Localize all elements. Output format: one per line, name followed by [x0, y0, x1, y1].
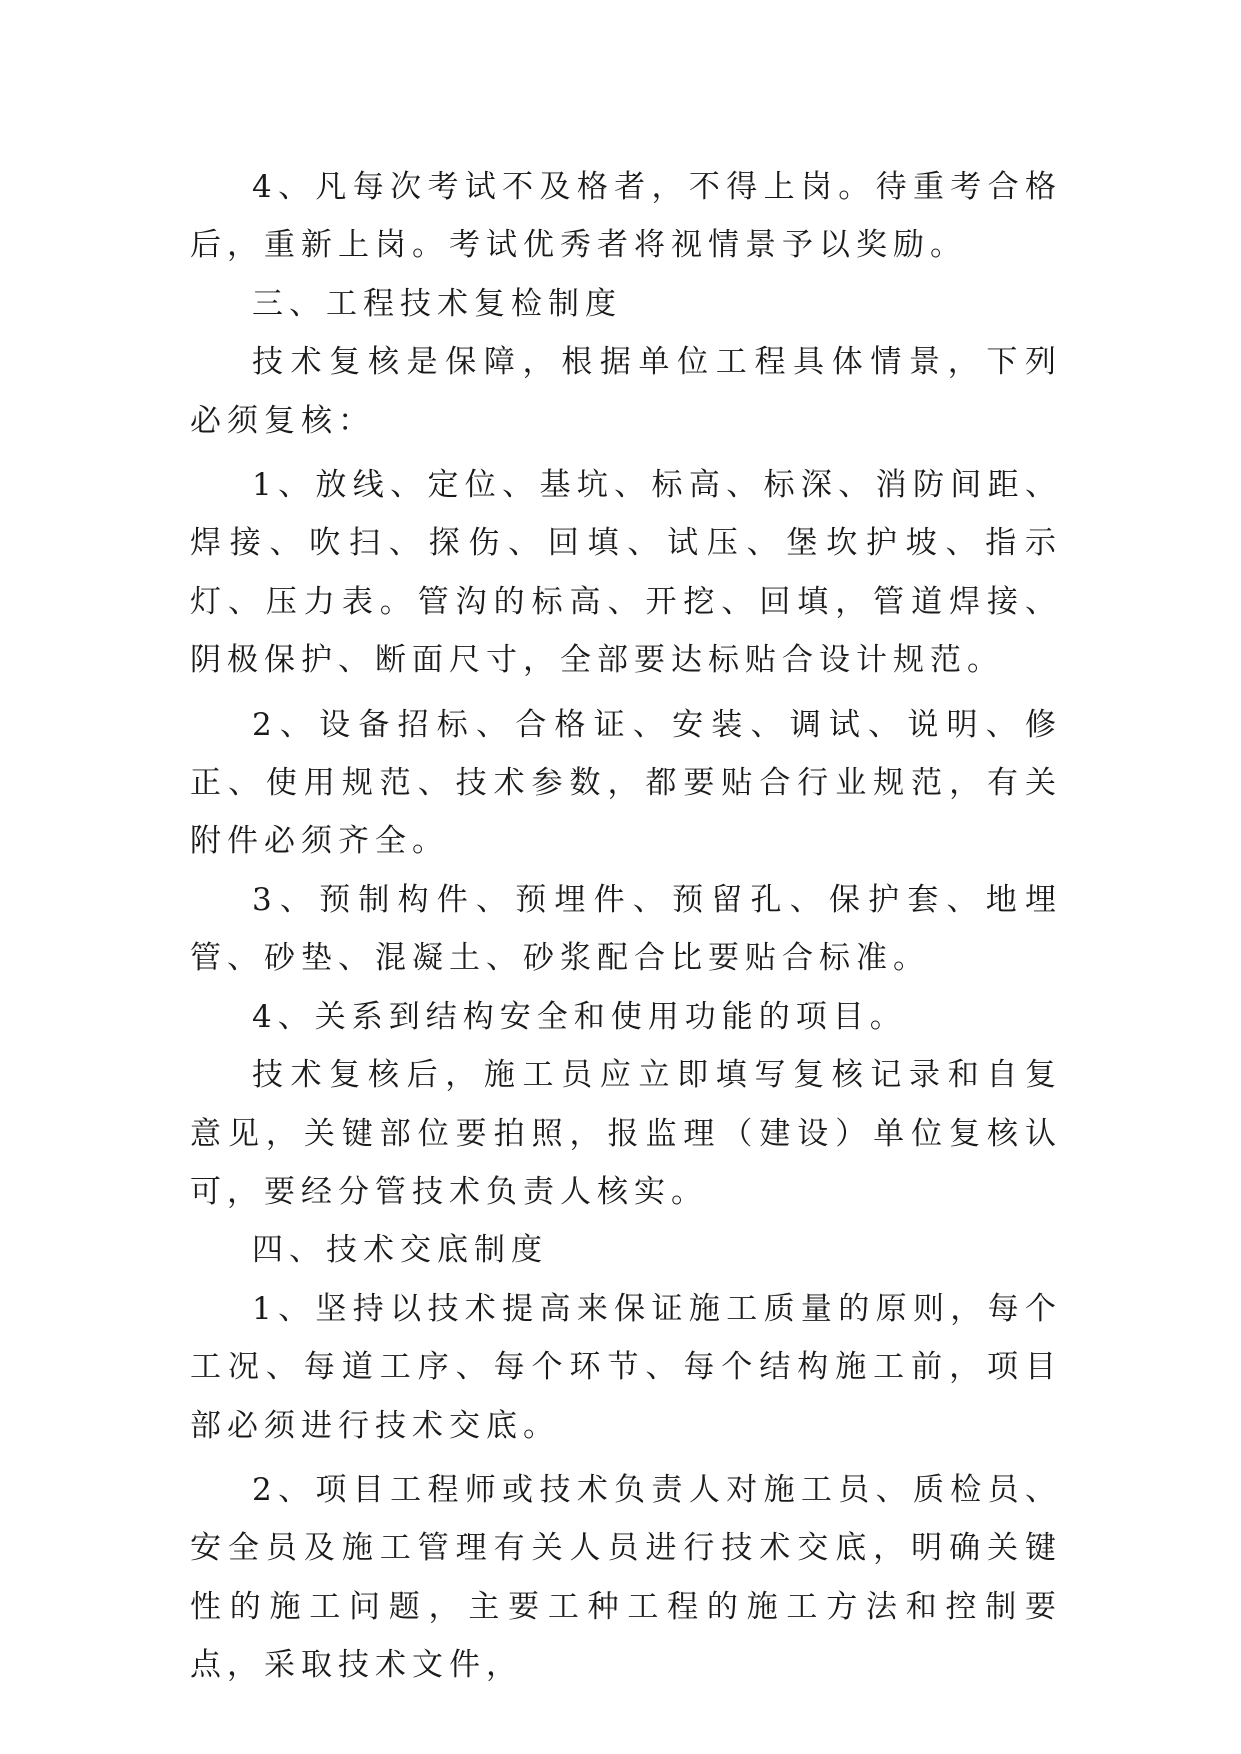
paragraph-exam-rule-4: 4、凡每次考试不及格者，不得上岗。待重考合格后，重新上岗。考试优秀者将视情景予以奖励。 [190, 169, 1062, 264]
paragraph-recheck-item-3: 3、预制构件、预埋件、预留孔、保护套、地埋管、砂垫、混凝土、砂浆配合比要贴合标准。 [190, 881, 1062, 977]
paragraph-recheck-item-1: 1、放线、定位、基坑、标高、标深、消防间距、焊接、吹扫、探伤、回填、试压、堡坎护坡、指示灯、压力表。管沟的标高、开挖、回填，管道焊接、阴极保护、断面尺寸，全部要达标贴合设计规范。 [190, 467, 1062, 679]
paragraph-briefing-item-2: 2、项目工程师或技术负责人对施工员、质检员、安全员及施工管理有关人员进行技术交底，明确关键性的施工问题，主要工种工程的施工方法和控制要点，采取技术文件， [190, 1471, 1062, 1684]
paragraph-recheck-intro: 技术复核是保障，根据单位工程具体情景，下列必须复核： [190, 344, 1062, 439]
heading-section-4: 四、技术交底制度 [252, 1232, 548, 1269]
paragraph-briefing-item-1: 1、坚持以技术提高来保证施工质量的原则，每个工况、每道工序、每个环节、每个结构施工前，项目部必须进行技术交底。 [190, 1290, 1062, 1444]
paragraph-recheck-after: 技术复核后，施工员应立即填写复核记录和自复意见，关键部位要拍照，报监理（建设）单位复核认可，要经分管技术负责人核实。 [190, 1057, 1062, 1210]
heading-section-3: 三、工程技术复检制度 [252, 285, 622, 322]
paragraph-recheck-item-4: 4、关系到结构安全和使用功能的项目。 [252, 998, 907, 1035]
paragraph-recheck-item-2: 2、设备招标、合格证、安装、调试、说明、修正、使用规范、技术参数，都要贴合行业规范，有关附件必须齐全。 [190, 706, 1062, 860]
document-body [190, 158, 1062, 1695]
